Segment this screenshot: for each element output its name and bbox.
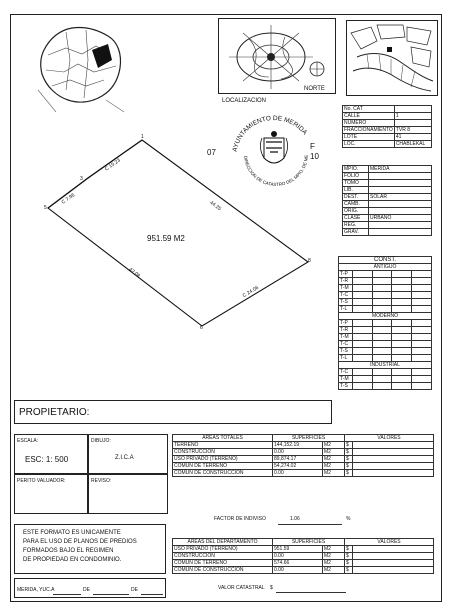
- unit-areas-label: CONSTRUCCION: [173, 553, 273, 560]
- construction-cell: [353, 299, 373, 306]
- total-areas-unit: M2: [323, 463, 345, 470]
- unit-areas-row: [173, 567, 434, 574]
- unit-areas-surface: 0.00: [273, 567, 323, 574]
- info-row: [343, 134, 432, 141]
- construction-cell: [353, 355, 373, 362]
- total-areas-row: [173, 449, 434, 456]
- drawn-by-label: DIBUJO:: [91, 438, 111, 444]
- lots-map: [347, 21, 437, 95]
- construction-cell: [372, 306, 392, 313]
- info-value: [394, 120, 431, 127]
- registry-value: MERIDA: [369, 166, 432, 173]
- construction-type: T-P: [339, 271, 353, 278]
- property-info-table: [342, 105, 432, 148]
- total-areas-label: USO PRIVADO (TERRENO): [173, 456, 273, 463]
- registry-label: TOMO: [343, 180, 369, 187]
- factor-value: 1.06: [290, 516, 300, 522]
- construction-cell: [353, 348, 373, 355]
- registry-label: GRAV.: [343, 229, 369, 236]
- construction-row: [339, 376, 432, 383]
- registry-row: [343, 180, 432, 187]
- unit-areas-surface: 574.66: [273, 560, 323, 567]
- seal-left-code: 07: [207, 148, 216, 157]
- unit-areas-table: [172, 538, 434, 574]
- construction-antiguo: [339, 264, 432, 271]
- total-areas-header: [173, 435, 434, 442]
- vertex-label-3: 3: [80, 176, 83, 182]
- construction-type: T-L: [339, 306, 353, 313]
- north-label: NORTE: [304, 86, 325, 92]
- registry-row: [343, 215, 432, 222]
- total-areas-label: COMUN DE CONSTRUCCION: [173, 470, 273, 477]
- unit-areas-row: [173, 546, 434, 553]
- construction-cell: [372, 271, 392, 278]
- construction-cell: [412, 285, 432, 292]
- registry-value: [369, 222, 432, 229]
- construction-row: [339, 369, 432, 376]
- registry-value: [369, 229, 432, 236]
- construction-cell: [392, 299, 412, 306]
- construction-type: T-M: [339, 334, 353, 341]
- street-map: [219, 19, 335, 93]
- construction-industrial-cell: INDUSTRIAL: [339, 362, 432, 369]
- construction-cell: [372, 327, 392, 334]
- parcel-boundary: [48, 140, 308, 326]
- unit-areas-row: [173, 553, 434, 560]
- info-value: 41: [394, 134, 431, 141]
- construction-row: [339, 355, 432, 362]
- factor-unit: %: [346, 516, 351, 522]
- scale-label: ESCALA:: [17, 438, 39, 444]
- construction-antiguo-cell: ANTIGUO: [339, 264, 432, 271]
- unit-areas-surface: 0.00: [273, 553, 323, 560]
- registry-label: ORIG.: [343, 208, 369, 215]
- total-areas-label: CONSTRUCCION: [173, 449, 273, 456]
- construction-cell: [372, 369, 392, 376]
- construction-cell: [412, 355, 432, 362]
- registry-row: [343, 229, 432, 236]
- construction-cell: [353, 383, 373, 390]
- construction-cell: [412, 292, 432, 299]
- unit-areas-unit: M2: [323, 553, 345, 560]
- construction-row: [339, 292, 432, 299]
- construction-cell: [392, 306, 412, 313]
- construction-cell: [353, 292, 373, 299]
- info-row: [343, 120, 432, 127]
- registry-row: [343, 166, 432, 173]
- unit-areas-row: [173, 560, 434, 567]
- unit-areas-unit: M2: [323, 546, 345, 553]
- vertex-label-6: 6: [200, 325, 203, 331]
- total-areas-row: [173, 442, 434, 449]
- notice-line-2: PARA EL USO DE PLANOS DE PREDIOS: [23, 539, 137, 545]
- registry-label: CAMB.: [343, 201, 369, 208]
- construction-row: [339, 320, 432, 327]
- info-label: No. CAT: [343, 106, 395, 113]
- info-row: [343, 106, 432, 113]
- construction-cell: [372, 299, 392, 306]
- construction-cell: [392, 320, 412, 327]
- construction-cell: [353, 320, 373, 327]
- registry-value: [369, 173, 432, 180]
- registry-row: [343, 173, 432, 180]
- registry-value: [369, 180, 432, 187]
- construction-cell: [392, 383, 412, 390]
- scale-box: [14, 434, 88, 474]
- unit-areas-header: [173, 539, 434, 546]
- construction-cell: [392, 348, 412, 355]
- construction-cell: [392, 355, 412, 362]
- construction-cell: [353, 271, 373, 278]
- total-areas-currency: $: [345, 456, 353, 463]
- total-areas-currency: $: [345, 470, 353, 477]
- construction-cell: [412, 299, 432, 306]
- unit-areas-value: [353, 546, 434, 553]
- edge-label-c1523: C 15.23: [103, 157, 122, 173]
- construction-cell: [392, 285, 412, 292]
- total-areas-unit: M2: [323, 442, 345, 449]
- registry-label: LIB.: [343, 187, 369, 194]
- construction-cell: [392, 334, 412, 341]
- unit-areas-surface: 951.59: [273, 546, 323, 553]
- unit-areas-label: COMUN DE CONSTRUCCION: [173, 567, 273, 574]
- construction-cell: [412, 383, 432, 390]
- construction-cell: [372, 320, 392, 327]
- info-value: TVR 8: [394, 127, 431, 134]
- cadastral-value-label: VALOR CATASTRAL: [218, 585, 265, 591]
- info-label: NUMERO: [343, 120, 395, 127]
- city-outline-map: [36, 20, 128, 115]
- construction-cell: [412, 334, 432, 341]
- total-areas-value: [353, 449, 434, 456]
- seal-top-text: AYUNTAMIENTO DE MERIDA: [231, 114, 309, 153]
- total-areas-surface: 0.00: [273, 449, 323, 456]
- construction-row: [339, 278, 432, 285]
- construction-cell: [372, 383, 392, 390]
- info-value: 1: [394, 113, 431, 120]
- owner-label: PROPIETARIO:: [19, 407, 90, 418]
- info-row: [343, 113, 432, 120]
- info-row: [343, 127, 432, 134]
- construction-row: [339, 341, 432, 348]
- construction-type: T-M: [339, 376, 353, 383]
- construction-cell: [412, 320, 432, 327]
- footer-box: [14, 578, 166, 598]
- info-label: LOC.: [343, 141, 395, 148]
- parcel-area: 951.59 M2: [147, 234, 185, 243]
- footer-de-2: DE: [131, 587, 138, 593]
- registry-info-table: [342, 165, 432, 236]
- construction-moderno: [339, 313, 432, 320]
- registry-value: URBANO: [369, 215, 432, 222]
- construction-row: [339, 383, 432, 390]
- reviewed-by-label: REVISO:: [91, 478, 112, 484]
- total-areas-header-label: AREAS TOTALES: [173, 435, 273, 442]
- total-areas-row: [173, 470, 434, 477]
- registry-label: MPIO.: [343, 166, 369, 173]
- registry-value: [369, 201, 432, 208]
- construction-row: [339, 327, 432, 334]
- construction-cell: [412, 341, 432, 348]
- construction-cell: [372, 285, 392, 292]
- info-label: LOTE: [343, 134, 395, 141]
- unit-areas-value: [353, 560, 434, 567]
- total-areas-header-value: VALORES: [345, 435, 434, 442]
- unit-areas-unit: M2: [323, 560, 345, 567]
- total-areas-label: COMUN DE TERRENO: [173, 463, 273, 470]
- registry-row: [343, 187, 432, 194]
- edge-label-4425: 44.25: [208, 199, 223, 213]
- construction-row: [339, 306, 432, 313]
- appraiser-box: [14, 474, 88, 514]
- construction-row: [339, 334, 432, 341]
- unit-areas-currency: $: [345, 567, 353, 574]
- vertex-label-1: 1: [141, 134, 144, 140]
- total-areas-value: [353, 456, 434, 463]
- total-areas-currency: $: [345, 449, 353, 456]
- construction-title: [339, 257, 432, 264]
- construction-cell: [412, 278, 432, 285]
- registry-row: [343, 222, 432, 229]
- construction-cell: [372, 292, 392, 299]
- construction-type: T-S: [339, 348, 353, 355]
- construction-cell: [392, 369, 412, 376]
- localization-label: LOCALIZACION: [222, 98, 267, 104]
- scale-value: ESC: 1: 500: [25, 455, 69, 464]
- factor-label: FACTOR DE INDIVISO: [214, 516, 266, 522]
- total-areas-row: [173, 456, 434, 463]
- registry-value: [369, 187, 432, 194]
- registry-label: REG.: [343, 222, 369, 229]
- construction-moderno-cell: MODERNO: [339, 313, 432, 320]
- construction-cell: [392, 271, 412, 278]
- construction-table: [338, 256, 432, 390]
- unit-areas-value: [353, 567, 434, 574]
- vertex-label-5: 5: [44, 205, 47, 211]
- construction-industrial: [339, 362, 432, 369]
- notice-line-3: FORMADOS BAJO EL REGIMEN: [23, 548, 114, 554]
- registry-row: [343, 201, 432, 208]
- total-areas-surface: 54,274.02: [273, 463, 323, 470]
- construction-cell: [353, 334, 373, 341]
- drawn-by-box: [88, 434, 168, 474]
- construction-cell: [412, 271, 432, 278]
- info-value: [394, 106, 431, 113]
- construction-row: [339, 285, 432, 292]
- construction-type: T-C: [339, 341, 353, 348]
- construction-row: [339, 348, 432, 355]
- construction-cell: [353, 285, 373, 292]
- drawn-by-value: Z.I.C.A: [115, 455, 134, 461]
- total-areas-value: [353, 442, 434, 449]
- total-areas-header-surface: SUPERFICIES: [273, 435, 345, 442]
- unit-areas-currency: $: [345, 560, 353, 567]
- unit-areas-header-label: AREAS DEL DEPARTAMENTO: [173, 539, 273, 546]
- total-areas-unit: M2: [323, 449, 345, 456]
- registry-label: DEST.: [343, 194, 369, 201]
- construction-title-cell: CONST.: [339, 257, 432, 264]
- seal-right-code-bottom: 10: [310, 152, 319, 161]
- location-map-left: [36, 20, 128, 115]
- construction-cell: [412, 327, 432, 334]
- total-areas-table: [172, 434, 434, 477]
- edge-label-c796: C 7.96: [60, 192, 77, 206]
- owner-box: [14, 400, 332, 424]
- info-label: FRACCIONAMIENTO: [344, 127, 393, 133]
- registry-value: [369, 208, 432, 215]
- footer-de-1: DE: [83, 587, 90, 593]
- construction-cell: [353, 327, 373, 334]
- construction-cell: [392, 327, 412, 334]
- cadastral-value-currency: $: [270, 585, 273, 591]
- registry-label: FOLIO: [343, 173, 369, 180]
- registry-row: [343, 194, 432, 201]
- construction-cell: [353, 306, 373, 313]
- edge-label-c2406: C 24.06: [241, 284, 260, 300]
- unit-areas-unit: M2: [323, 567, 345, 574]
- total-areas-unit: M2: [323, 470, 345, 477]
- construction-type: T-L: [339, 355, 353, 362]
- construction-cell: [372, 341, 392, 348]
- construction-cell: [392, 278, 412, 285]
- construction-cell: [372, 278, 392, 285]
- edge-label-4208: 42.08: [127, 266, 142, 280]
- info-label: CALLE: [343, 113, 395, 120]
- unit-areas-header-value: VALORES: [345, 539, 434, 546]
- unit-areas-label: USO PRIVADO (TERRENO): [173, 546, 273, 553]
- seal-bottom-text: DIRECCION DE CATASTRO DEL MPIO. DE ME: [243, 154, 310, 188]
- info-value: CHABLEKAL: [394, 141, 431, 148]
- registry-row: [343, 208, 432, 215]
- construction-cell: [353, 376, 373, 383]
- vertex-label-8: 8: [308, 258, 311, 264]
- registry-value: SOLAR: [369, 194, 432, 201]
- unit-areas-header-surface: SUPERFICIES: [273, 539, 345, 546]
- construction-type: T-M: [339, 285, 353, 292]
- appraiser-label: PERITO VALUADOR:: [17, 478, 66, 484]
- total-areas-value: [353, 470, 434, 477]
- total-areas-surface: 144,152.19: [273, 442, 323, 449]
- unit-areas-label: COMUN DE TERRENO: [173, 560, 273, 567]
- construction-type: T-P: [339, 320, 353, 327]
- info-row: [343, 141, 432, 148]
- construction-type: T-S: [339, 299, 353, 306]
- construction-cell: [392, 341, 412, 348]
- construction-cell: [412, 306, 432, 313]
- condominium-map: [346, 20, 438, 96]
- construction-cell: [412, 369, 432, 376]
- total-areas-currency: $: [345, 442, 353, 449]
- construction-cell: [372, 376, 392, 383]
- registry-label: CLASE: [343, 215, 369, 222]
- construction-cell: [372, 348, 392, 355]
- notice-line-4: DE PROPIEDAD EN CONDOMINIO.: [23, 557, 122, 563]
- construction-cell: [412, 376, 432, 383]
- location-map-center: [218, 18, 336, 94]
- construction-cell: [353, 278, 373, 285]
- seal-right-code-top: F: [310, 142, 315, 151]
- construction-cell: [392, 292, 412, 299]
- footer-place: MERIDA, YUC.A: [17, 587, 55, 593]
- construction-cell: [392, 376, 412, 383]
- construction-cell: [412, 348, 432, 355]
- notice-box: [14, 524, 166, 574]
- total-areas-unit: M2: [323, 456, 345, 463]
- construction-type: T-S: [339, 383, 353, 390]
- total-areas-label: TERRENO: [173, 442, 273, 449]
- construction-type: T-R: [339, 327, 353, 334]
- construction-cell: [353, 369, 373, 376]
- total-areas-surface: 89,874.17: [273, 456, 323, 463]
- total-areas-surface: 0.00: [273, 470, 323, 477]
- unit-areas-currency: $: [345, 546, 353, 553]
- construction-cell: [372, 334, 392, 341]
- total-areas-value: [353, 463, 434, 470]
- construction-row: [339, 271, 432, 278]
- notice-line-1: ESTE FORMATO ES UNICAMENTE: [23, 530, 121, 536]
- construction-cell: [353, 341, 373, 348]
- total-areas-row: [173, 463, 434, 470]
- total-areas-currency: $: [345, 463, 353, 470]
- construction-cell: [372, 355, 392, 362]
- unit-areas-currency: $: [345, 553, 353, 560]
- construction-type: T-C: [339, 369, 353, 376]
- construction-type: T-C: [339, 292, 353, 299]
- construction-type: T-R: [339, 278, 353, 285]
- reviewed-by-box: [88, 474, 168, 514]
- construction-row: [339, 299, 432, 306]
- unit-areas-value: [353, 553, 434, 560]
